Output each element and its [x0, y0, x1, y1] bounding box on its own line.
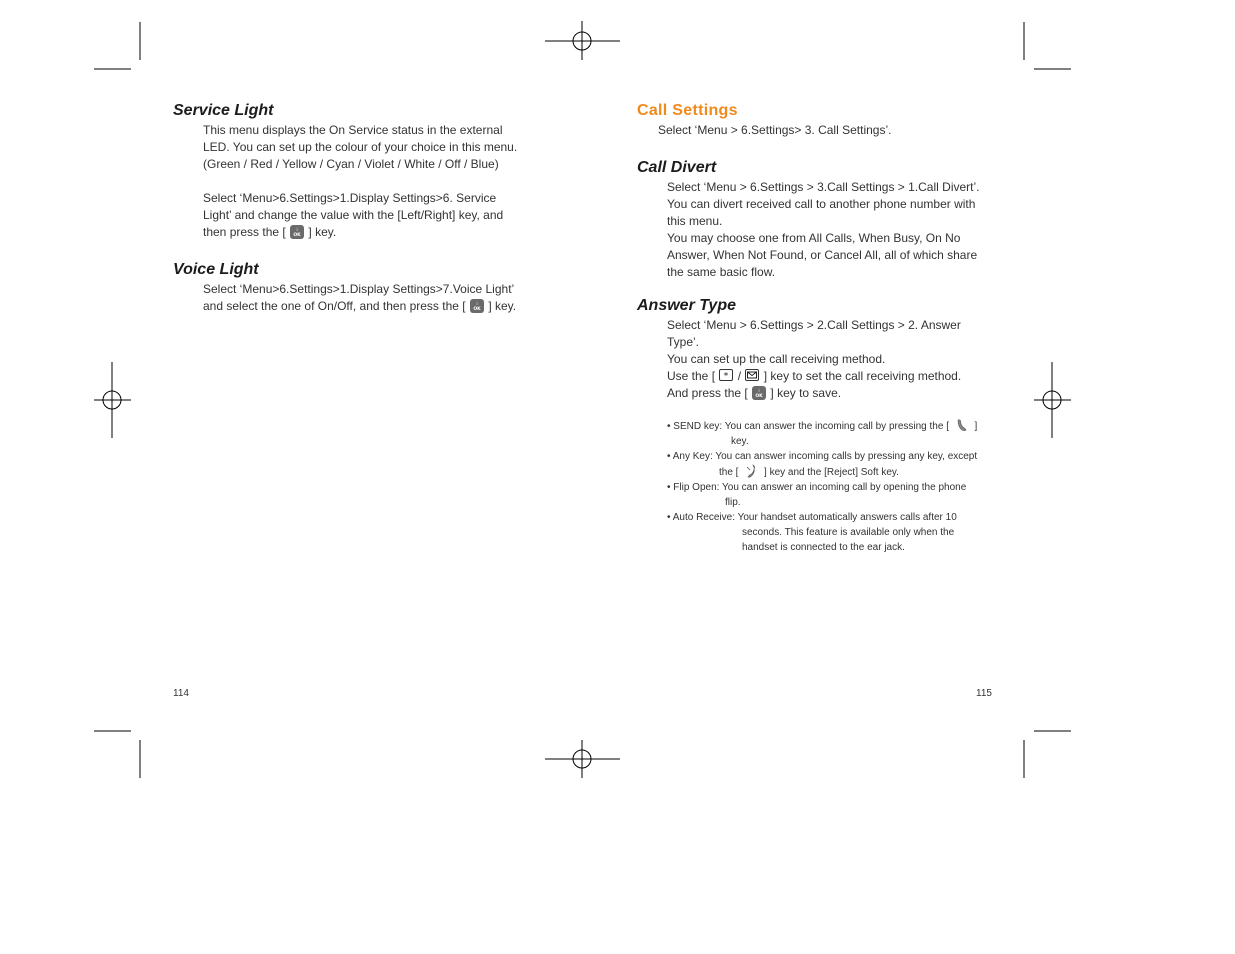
- right-page: [637, 100, 997, 555]
- call-divert-heading: Call Divert: [637, 159, 717, 176]
- ok-key-icon: [290, 225, 304, 239]
- page-number-right: 115: [976, 688, 992, 699]
- call-settings-section: [637, 100, 997, 139]
- list-item: • SEND key: You can answer the incoming call by pressing the [ ] key.: [667, 418, 997, 449]
- answer-type-options: [667, 418, 997, 555]
- answer-type-heading: Answer Type: [637, 297, 736, 314]
- svg-text:i: i: [296, 227, 298, 232]
- svg-text:i: i: [476, 301, 478, 306]
- call-divert-section: [637, 157, 997, 281]
- left-page: [173, 100, 533, 315]
- service-light-heading: Service Light: [173, 102, 274, 119]
- list-item: • Auto Receive: Your handset automatically answers calls after 10 seconds. This feature is available only when the handset is connected to the ear jack.: [667, 512, 957, 553]
- svg-text:OK: OK: [755, 394, 763, 399]
- page-number-left: 114: [173, 688, 189, 699]
- svg-text:OK: OK: [293, 233, 301, 238]
- svg-text:*: *: [724, 371, 729, 380]
- list-item: • Any Key: You can answer incoming calls by pressing any key, except the [ ] key and the [Reject] Soft key.: [667, 451, 978, 478]
- call-divert-description: Select ‘Menu > 6.Settings > 3.Call Settings > 1.Call Divert’. You can divert received call to another phone number with this menu. You may choose one from All Calls, When Busy, On No Answer, When Not Found, or Cancel All, all of which share the same basic flow.: [667, 180, 980, 279]
- call-settings-heading: Call Settings: [637, 102, 738, 119]
- send-key-icon: [955, 418, 969, 432]
- ok-key-icon: [752, 386, 766, 400]
- list-item: • Flip Open: You can answer an incoming call by opening the phone flip.: [667, 482, 967, 508]
- answer-type-section: [637, 295, 997, 555]
- answer-type-description: Select ‘Menu > 6.Settings > 2.Call Settings > 2. Answer Type’. You can set up the call receiving method. Use the [ * / ] key to set the call receiving method. And press the [ i OK ] key to save.: [667, 318, 962, 400]
- call-settings-path: Select ‘Menu > 6.Settings> 3. Call Settings’.: [658, 123, 892, 137]
- star-key-icon: [719, 369, 733, 381]
- voice-light-section: [173, 259, 533, 315]
- service-light-description: This menu displays the On Service status in the external LED. You can set up the colour of your choice in this menu. (Green / Red / Yellow / Cyan / Violet / White / Off / Blue) Select ‘Menu>6.Settings>1.Display Settings>6. Service Light’ and change the value with the [Left/Right] key, and then press the [ i OK ] key.: [203, 123, 518, 239]
- svg-text:i: i: [758, 388, 760, 393]
- message-key-icon: [745, 369, 759, 381]
- svg-text:OK: OK: [473, 307, 481, 312]
- end-key-icon: [744, 464, 758, 478]
- ok-key-icon: [470, 299, 484, 313]
- service-light-section: [173, 100, 533, 241]
- voice-light-heading: Voice Light: [173, 261, 259, 278]
- voice-light-description: Select ‘Menu>6.Settings>1.Display Settings>7.Voice Light’ and select the one of On/Off, and then press the [ i OK ] key.: [203, 282, 517, 313]
